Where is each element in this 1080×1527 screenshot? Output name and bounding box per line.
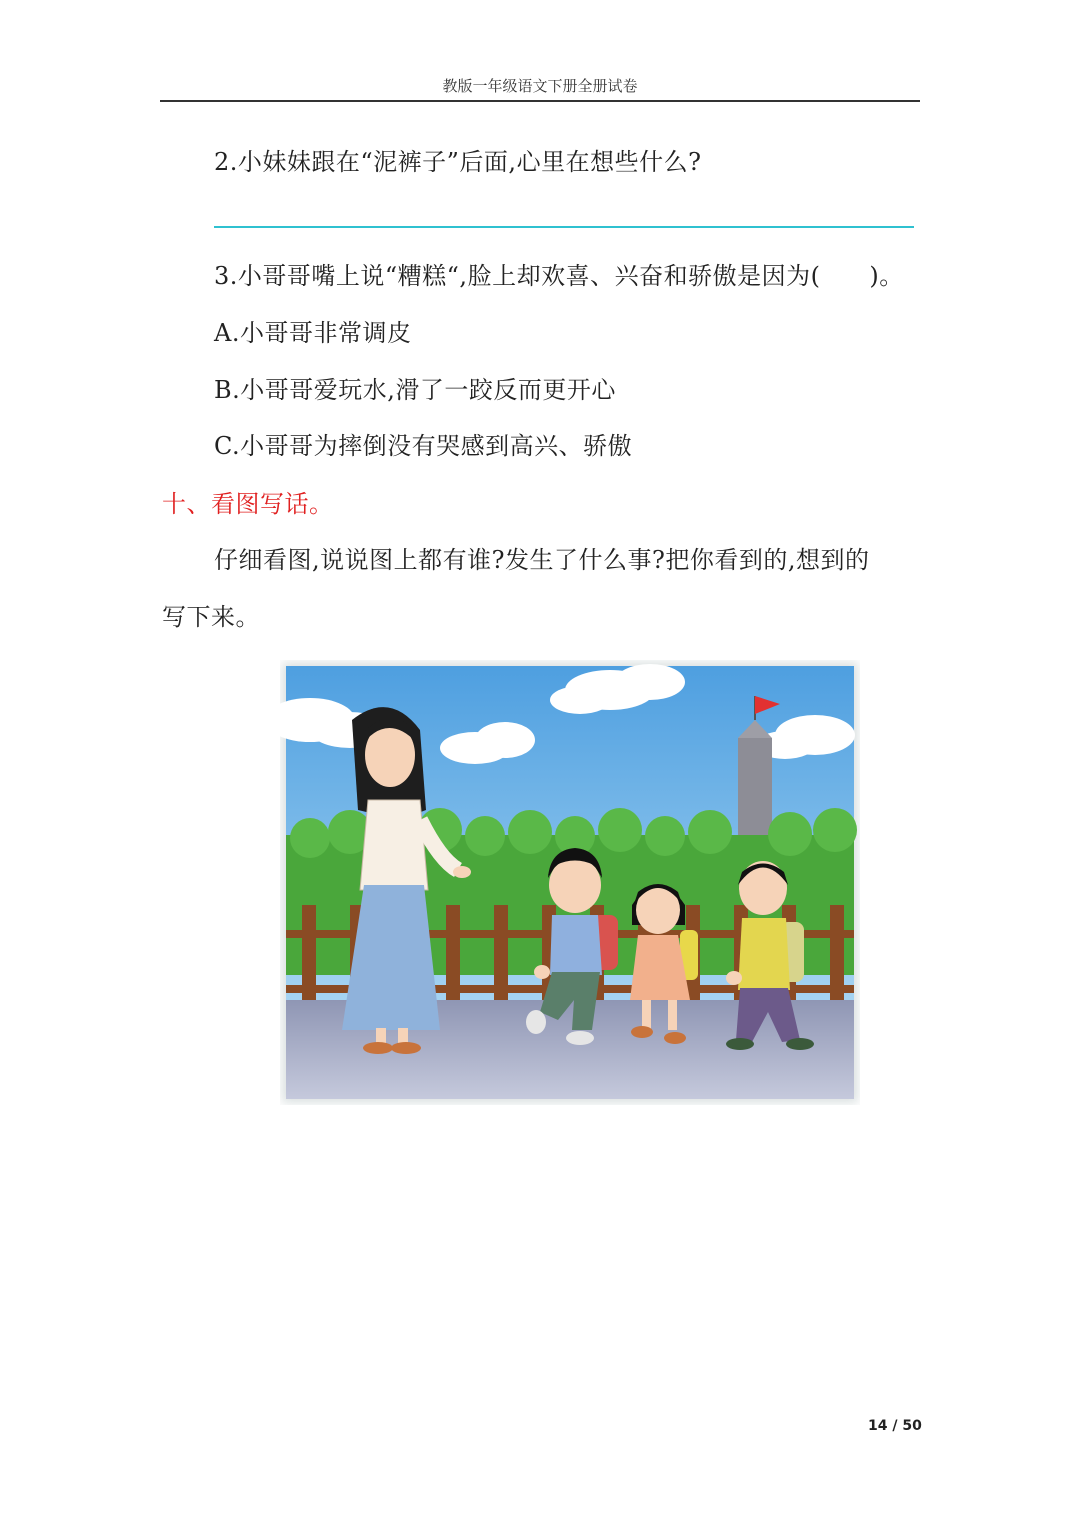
option-c: C.小哥哥为摔倒没有哭感到高兴、骄傲 [214, 432, 633, 460]
illustration [280, 660, 860, 1105]
page-number: 14 / 50 [868, 1418, 922, 1434]
question-3: 3.小哥哥嘴上说“糟糕“,脸上却欢喜、兴奋和骄傲是因为( )。 [214, 262, 904, 290]
option-a: A.小哥哥非常调皮 [214, 319, 412, 347]
tower [738, 738, 772, 848]
answer-line [214, 226, 914, 228]
page-header [160, 72, 920, 102]
section-prompt-line-2: 写下来。 [162, 603, 260, 631]
question-2: 2.小妹妹跟在“泥裤子”后面,心里在想些什么? [214, 148, 702, 176]
section-title: 十、看图写话。 [162, 490, 334, 518]
option-b: B.小哥哥爱玩水,滑了一跤反而更开心 [214, 376, 616, 404]
header-title: 教版一年级语文下册全册试卷 [442, 77, 638, 95]
section-prompt-line-1: 仔细看图,说说图上都有谁?发生了什么事?把你看到的,想到的 [214, 546, 870, 574]
